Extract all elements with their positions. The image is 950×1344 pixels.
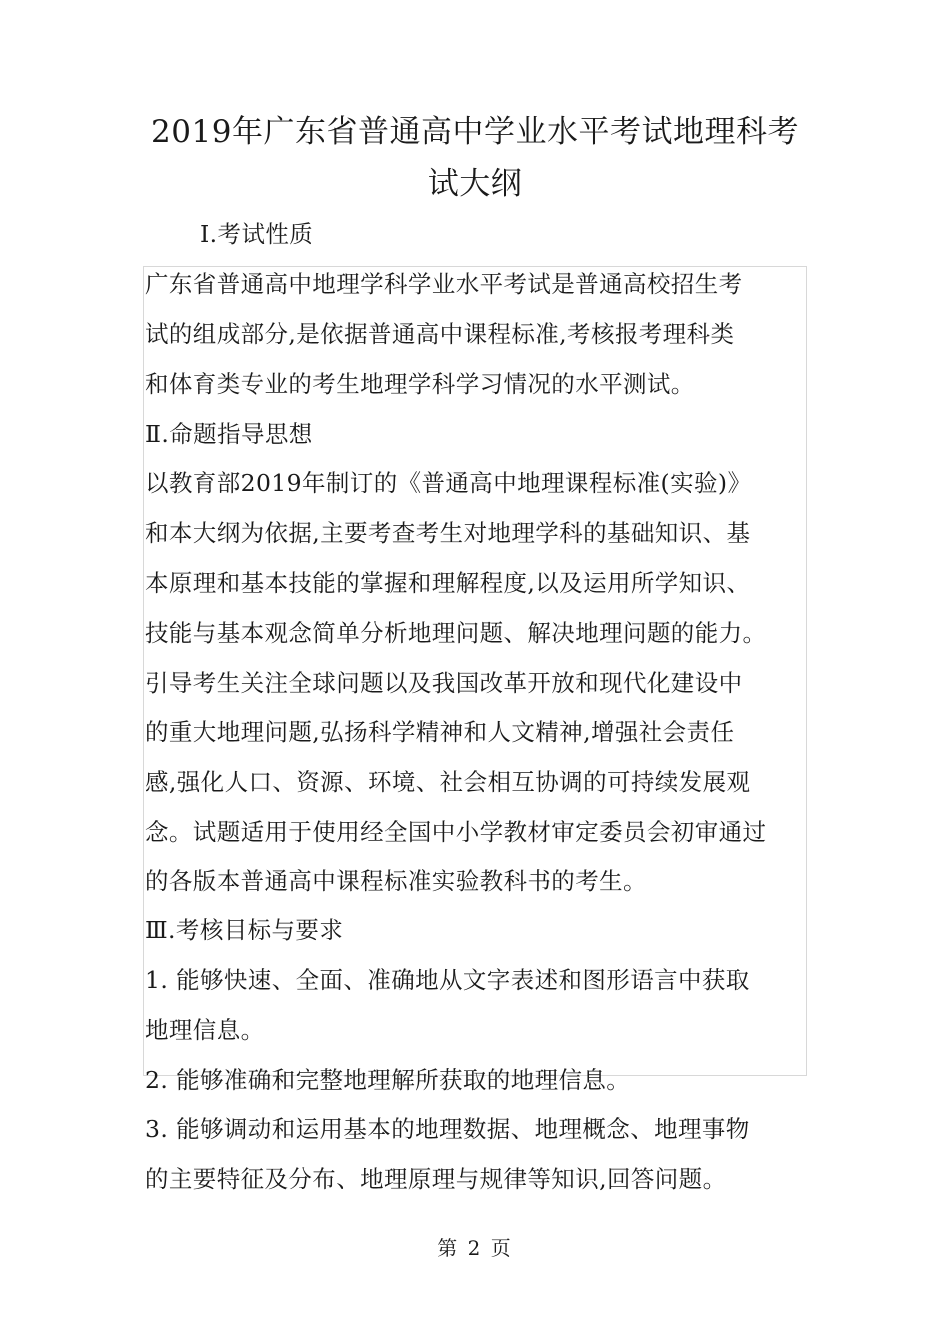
section-2-line: 的各版本普通高中课程标准实验教科书的考生。 bbox=[145, 867, 647, 895]
section-2-line: 和本大纲为依据,主要考查考生对地理学科的基础知识、基 bbox=[145, 519, 751, 547]
section-2-heading: Ⅱ.命题指导思想 bbox=[145, 420, 313, 448]
section-1-line: 试的组成部分,是依据普通高中课程标准,考核报考理科类 bbox=[145, 320, 735, 348]
section-2-line: 感,强化人口、资源、环境、社会相互协调的可持续发展观 bbox=[145, 768, 751, 796]
page-number: 第 2 页 bbox=[437, 1236, 513, 1260]
section-2-line: 的重大地理问题,弘扬科学精神和人文精神,增强社会责任 bbox=[145, 718, 735, 746]
document-title bbox=[120, 106, 830, 210]
section-1-line: 和体育类专业的考生地理学科学习情况的水平测试。 bbox=[145, 370, 695, 398]
section-3-line: 2. 能够准确和完整地理解所获取的地理信息。 bbox=[145, 1066, 631, 1094]
section-2-line: 念。试题适用于使用经全国中小学教材审定委员会初审通过 bbox=[145, 818, 767, 846]
title-line-2: 试大纲 bbox=[427, 166, 523, 202]
section-2-line: 本原理和基本技能的掌握和理解程度,以及运用所学知识、 bbox=[145, 569, 751, 597]
section-2-line: 以教育部2019年制订的《普通高中地理课程标准(实验)》 bbox=[145, 469, 752, 497]
section-1-line: 广东省普通高中地理学科学业水平考试是普通高校招生考 bbox=[145, 270, 743, 298]
section-3-line: 3. 能够调动和运用基本的地理数据、地理概念、地理事物 bbox=[145, 1115, 750, 1143]
section-1-heading: Ⅰ.考试性质 bbox=[200, 220, 314, 248]
section-3-line: 1. 能够快速、全面、准确地从文字表述和图形语言中获取 bbox=[145, 966, 750, 994]
section-3-line: 地理信息。 bbox=[145, 1016, 265, 1044]
title-line-1: 2019年广东省普通高中学业水平考试地理科考 bbox=[151, 114, 799, 150]
section-3-line: 的主要特征及分布、地理原理与规律等知识,回答问题。 bbox=[145, 1165, 727, 1193]
section-2-line: 技能与基本观念简单分析地理问题、解决地理问题的能力。 bbox=[145, 619, 767, 647]
section-2-line: 引导考生关注全球问题以及我国改革开放和现代化建设中 bbox=[145, 669, 743, 697]
section-3-heading: Ⅲ.考核目标与要求 bbox=[145, 916, 344, 944]
